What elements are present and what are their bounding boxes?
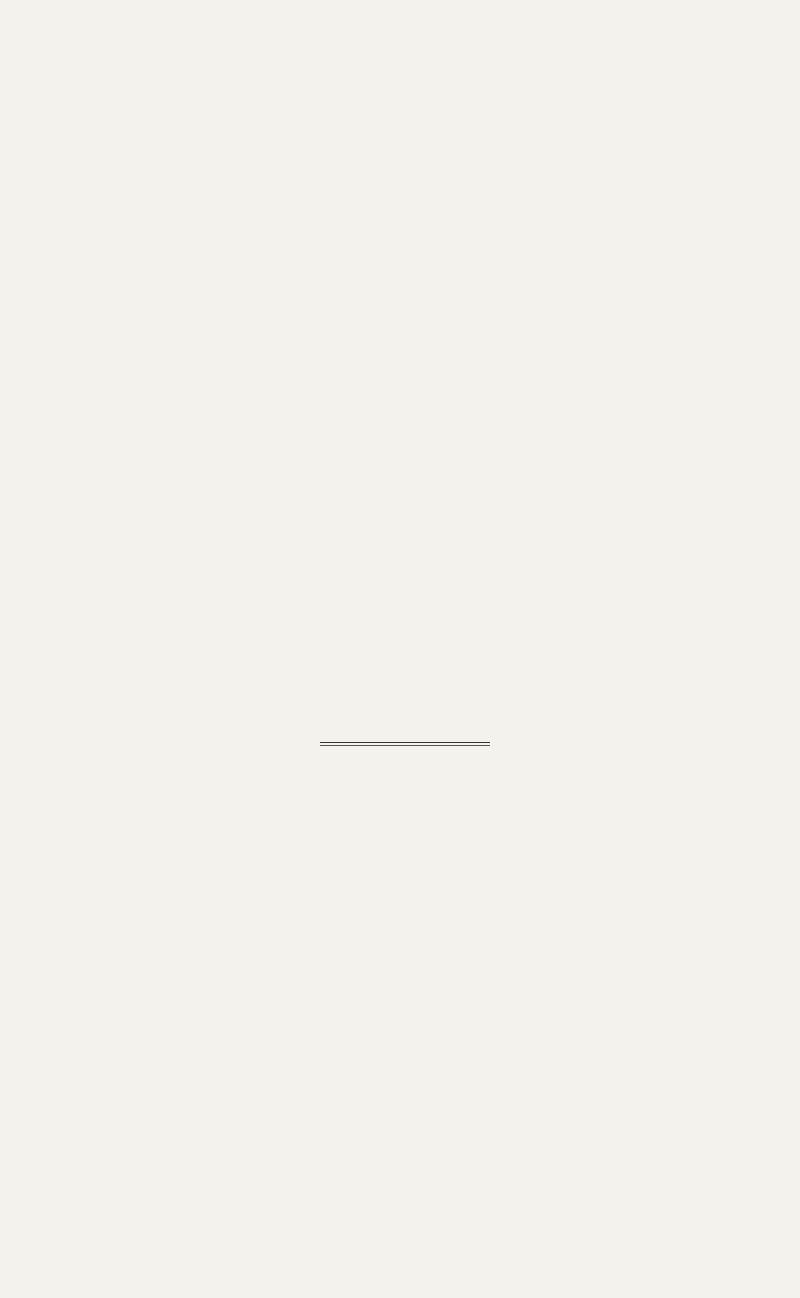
divider-rule: [320, 745, 490, 746]
running-header: [40, 48, 780, 78]
divider-rule: [320, 742, 490, 743]
